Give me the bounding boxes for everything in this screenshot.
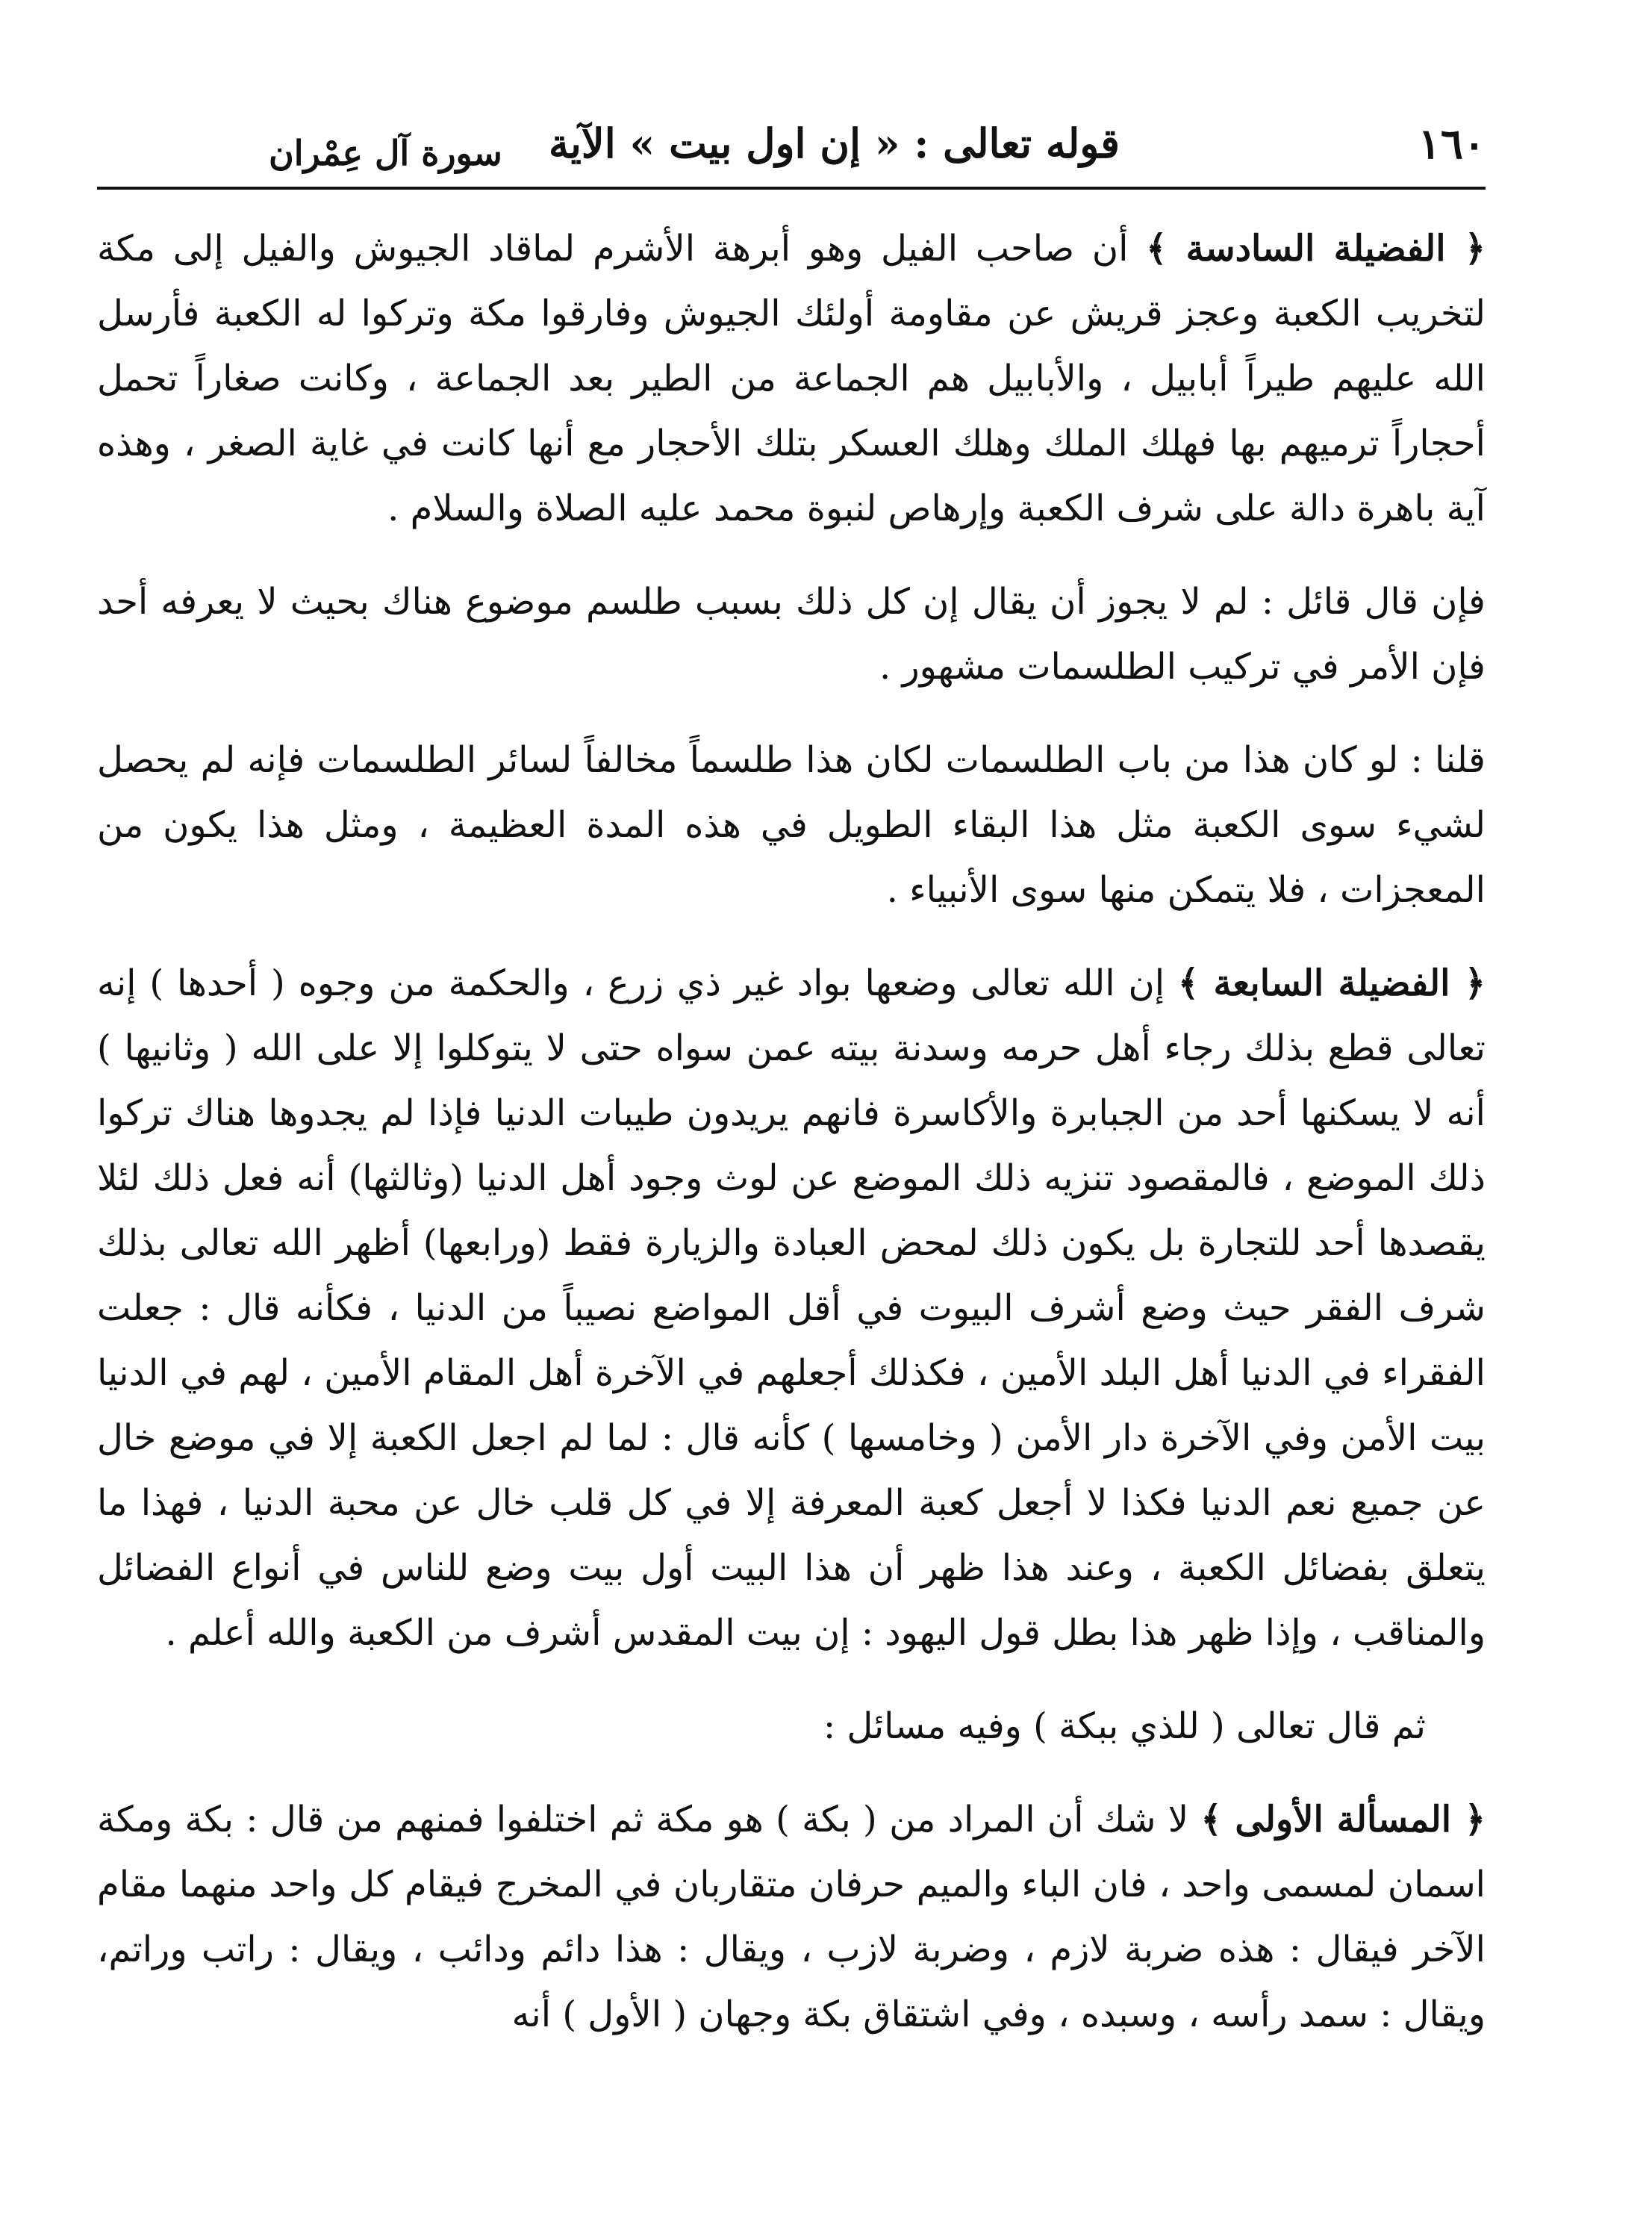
paragraph-text: أن صاحب الفيل وهو أبرهة الأشرم لماقاد الجيوش والفيل إلى مكة لتخريب الكعبة وعجز قريش عن مقاومة أولئك الجيوش وفارقوا مكة وتركوا له الكعبة فأرسل الله عليهم طيراً أبابيل ، والأبابيل هم الجماعة من الطير بعد الجماعة ، وكانت صغاراً تحمل أحجاراً ترميهم بها فهلك الملك وهلك العسكر بتلك الأحجار مع أنها كانت في غاية الصغر ، وهذه آية باهرة دالة على شرف الكعبة وإرهاص لنبوة محمد عليه الصلاة والسلام . <box>97 228 1486 529</box>
paragraph-text: إن الله تعالى وضعها بواد غير ذي زرع ، والحكمة من وجوه ( أحدها ) إنه تعالى قطع بذلك رجاء أهل حرمه وسدنة بيته عمن سواه حتى لا يتوكلوا إلا على الله ( وثانيها ) أنه لا يسكنها أحد من الجبابرة والأكاسرة فانهم يريدون طيبات الدنيا فإذا لم يجدوها هناك تركوا ذلك الموضع ، فالمقصود تنزيه ذلك الموضع عن لوث وجود أهل الدنيا (وثالثها) أنه فعل ذلك لئلا يقصدها أحد للتجارة بل يكون ذلك لمحض العبادة والزيارة فقط (ورابعها) أظهر الله تعالى بذلك شرف الفقر حيث وضع أشرف البيوت في أقل المواضع نصيباً من الدنيا ، فكأنه قال : جعلت الفقراء في الدنيا أهل البلد الأمين ، فكذلك أجعلهم في الآخرة أهل المقام الأمين ، لهم في الدنيا بيت الأمن وفي الآخرة دار الأمن ( وخامسها ) كأنه قال : لما لم اجعل الكعبة إلا في موضع خال عن جميع نعم الدنيا فكذا لا أجعل كعبة المعرفة إلا في كل قلب خال عن محبة الدنيا ، فهذا ما يتعلق بفضائل الكعبة ، وعند هذا ظهر أن هذا البيت أول بيت وضع للناس في أنواع الفضائل والمناقب ، وإذا ظهر هذا بطل قول اليهود : إن بيت المقدس أشرف من الكعبة والله أعلم . <box>97 962 1486 1654</box>
paragraph-objection <box>97 570 1486 700</box>
running-header <box>97 112 1486 194</box>
paragraph-first-issue <box>97 1787 1486 2047</box>
page-body <box>97 217 1486 2047</box>
paragraph-text: لا شك أن المراد من ( بكة ) هو مكة ثم اختلفوا فمنهم من قال : بكة ومكة اسمان لمسمى واحد ، فان الباء والميم حرفان متقاربان في المخرج فيقام كل واحد منهما مقام الآخر فيقال : هذه ضربة لازم ، وضربة لازب ، ويقال : هذا دائم ودائب ، ويقال : راتب وراتم، ويقال : سمد رأسه ، وسبده ، وفي اشتقاق بكة وجهان ( الأول ) أنه <box>97 1799 1486 2035</box>
running-title: قوله تعالى : « إن اول بيت » الآية <box>548 119 1120 167</box>
paragraph-verse-intro <box>97 1694 1486 1759</box>
section-heading: ﴿ المسألة الأولى ﴾ <box>1200 1799 1486 1840</box>
header-rule <box>97 187 1486 190</box>
surah-name: سورة آل عِمْران <box>269 133 502 173</box>
section-heading: ﴿ الفضيلة السابعة ﴾ <box>1178 962 1486 1004</box>
paragraph-text: قلنا : لو كان هذا من باب الطلسمات لكان هذا طلسماً مخالفاً لسائر الطلسمات فإنه لم يحصل لشيء سوى الكعبة مثل هذا البقاء الطويل في هذه المدة العظيمة ، ومثل هذا يكون من المعجزات ، فلا يتمكن منها سوى الأنبياء . <box>97 739 1486 911</box>
paragraph-sixth-virtue <box>97 217 1486 541</box>
paragraph-reply <box>97 728 1486 923</box>
section-heading: ﴿ الفضيلة السادسة ﴾ <box>1146 228 1486 270</box>
page-number: ١٦٠ <box>1418 119 1486 169</box>
book-page <box>97 112 1486 2173</box>
paragraph-text: فإن قال قائل : لم لا يجوز أن يقال إن كل ذلك بسبب طلسم موضوع هناك بحيث لا يعرفه أحد فإن الأمر في تركيب الطلسمات مشهور . <box>97 581 1486 688</box>
paragraph-text: ثم قال تعالى ( للذي ببكة ) وفيه مسائل : <box>823 1705 1426 1747</box>
paragraph-seventh-virtue <box>97 951 1486 1666</box>
